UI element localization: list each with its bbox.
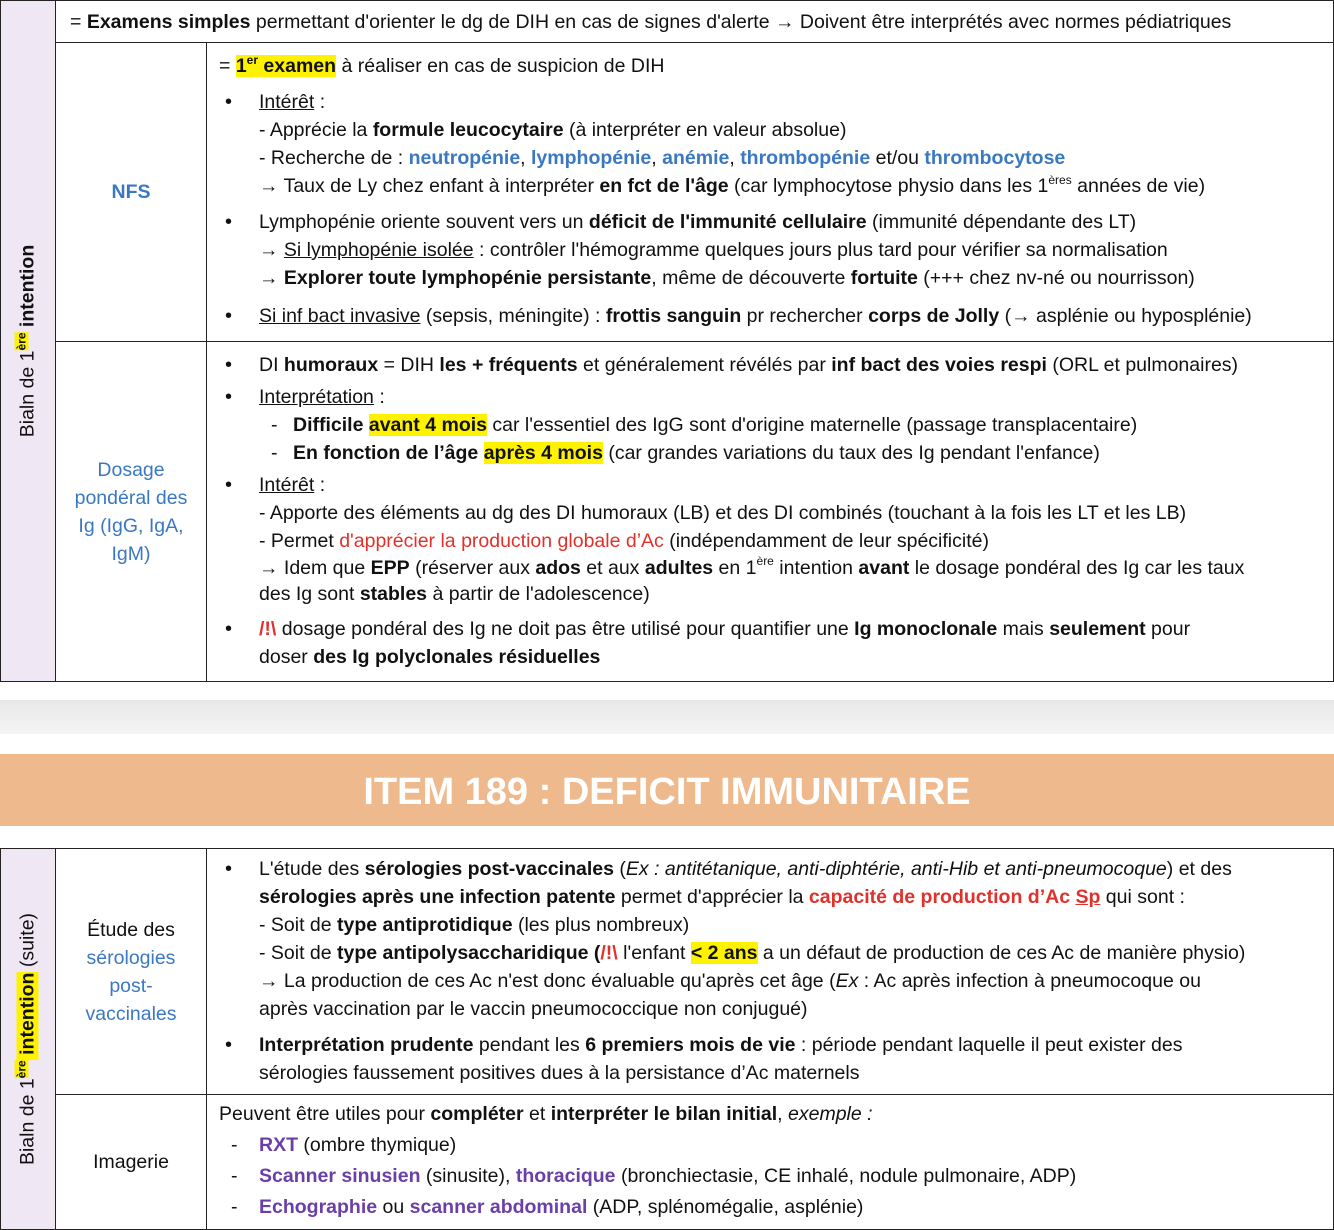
sero-bullet-etude: • L'étude des sérologies post-vaccinales (Ex : antitétanique, anti-diphtérie, anti-Hib et anti-pneumocoque) et des sérologies après une infection patente permet d'apprécier la capacité de production d’Ac Sp qui sont : - Soit de type antiprotidique (les plus nombreux) - Soit de type antipolysaccharidique (/!\ l'enfant < 2 ans a un défaut de production de ces Ac de manière physio) → La production de ces Ac n'est donc évaluable qu'après cet âge (Ex : Ac après infection à pneumocoque ou après vaccination par le vaccin pneumococcique non conjugué) [219, 855, 1321, 1023]
side-label-cell [1, 1, 56, 682]
dosage-bullet-humoraux: • DI humoraux = DIH les + fréquents et généralement révélés par inf bact des voies respi (ORL et pulmonaires) [219, 351, 1321, 379]
imagerie-label: Imagerie [56, 1095, 207, 1230]
nfs-bullet-lymphopenie: • Lymphopénie oriente souvent vers un déficit de l'immunité cellulaire (immunité dépendante des LT) → Si lymphopénie isolée : contrôler l'hémogramme quelques jours plus tard pour vérifier sa normalisation → Explorer toute lymphopénie persistante, même de découverte fortuite (+++ chez nv-né ou nourrisson) [219, 208, 1321, 292]
side-label-2: Bialn de 1ère intention (suite) [14, 912, 39, 1166]
dosage-bullet-interpretation: • Interprétation : - Difficile avant 4 mois car l'essentiel des IgG sont d'origine maternelle (passage transplacentaire) - En fonction de l’âge après 4 mois (car grandes variations du taux des Ig pendant l'enfance) [219, 383, 1321, 467]
imagerie-content: Peuvent être utiles pour compléter et interpréter le bilan initial, exemple : - RXT (ombre thymique) - Scanner sinusien (sinusite), thoracique (bronchiectasie, CE inhalé, nodule pulmonaire, ADP) - Echographie ou scanner abdominal (ADP, splénomégalie, asplénie) [207, 1095, 1334, 1230]
dosage-bullet-interet: • Intérêt : - Apporte des éléments au dg des DI humoraux (LB) et des DI combinés (touchant à la fois les LT et les LB) - Permet d'apprécier la production globale d’Ac (indépendamment de leur spécificité) → Idem que EPP (réserver aux ados et aux adultes en 1ère intention avant le dosage pondéral des Ig car les taux des Ig sont stables à partir de l'adolescence) [219, 471, 1321, 607]
nfs-content [207, 43, 1334, 342]
warning-sign: /!\ [259, 617, 277, 640]
header-row: = Examens simples permettant d'orienter le dg de DIH en cas de signes d'alerte → Doivent être interprétés avec normes pédiatriques [56, 1, 1334, 43]
nfs-bullet-inf-bact: • Si inf bact invasive (sepsis, méningite) : frottis sanguin pr rechercher corps de Jolly (→ asplénie ou hyposplénie) [219, 302, 1321, 330]
dosage-label: Dosage pondéral des Ig (IgG, IgA, IgM) [56, 342, 207, 682]
sero-content [207, 849, 1334, 1095]
nfs-bullet-interet: • Intérêt : - Apprécie la formule leucocytaire (à interpréter en valeur absolue) - Recherche de : neutropénie, lymphopénie, anémie, thrombopénie et/ou thrombocytose → Taux de Ly chez enfant à interpréter en fct de l'âge (car lymphocytose physio dans les 1ères années de vie) [219, 88, 1321, 200]
dosage-bullet-warning: • /!\ dosage pondéral des Ig ne doit pas être utilisé pour quantifier une Ig monoclonale mais seulement pour doser des Ig polyclonales résiduelles [219, 615, 1321, 671]
sero-bullet-prudente: • Interprétation prudente pendant les 6 premiers mois de vie : période pendant laquelle il peut exister des sérologies faussement positives dues à la persistance d’Ac maternels [219, 1031, 1321, 1087]
sero-label: Étude des sérologies post- vaccinales [56, 849, 207, 1095]
nfs-line-0: = 1er examen à réaliser en cas de suspicion de DIH [219, 52, 665, 77]
dosage-content [207, 342, 1334, 682]
item-banner: ITEM 189 : DEFICIT IMMUNITAIRE [0, 754, 1334, 826]
table-bilan-2 [0, 848, 1334, 1230]
nfs-label: NFS [56, 43, 207, 342]
page-gap [0, 700, 1334, 734]
side-label: Bialn de 1ère intention [14, 244, 39, 438]
side-label-cell-2 [1, 849, 56, 1230]
